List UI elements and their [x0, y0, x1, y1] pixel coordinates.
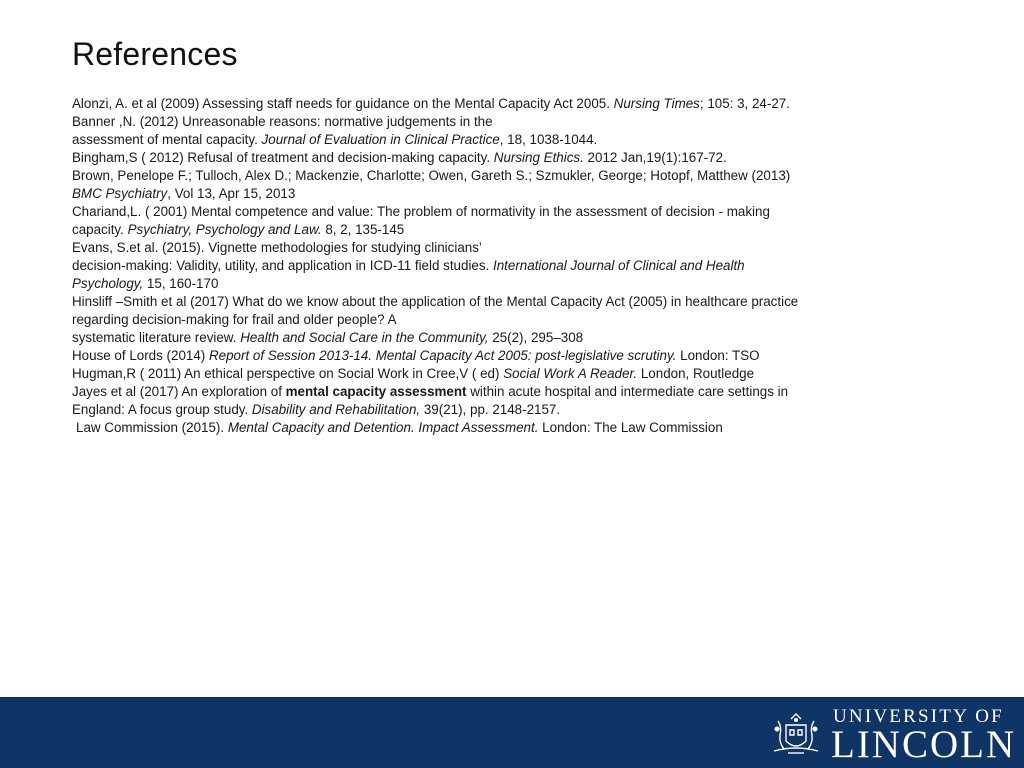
reference-line — [72, 185, 952, 203]
reference-line — [72, 149, 952, 167]
reference-bold-text: mental capacity assessment — [285, 384, 467, 399]
reference-italic-text: Disability and Rehabilitation, — [251, 402, 421, 417]
reference-item — [72, 347, 952, 365]
reference-item — [72, 419, 952, 437]
university-name-main: LINCOLN — [831, 723, 1017, 766]
reference-text: capacity. — [72, 222, 128, 237]
reference-text: London: The Law Commission — [538, 420, 723, 435]
reference-italic-text: BMC Psychiatry — [72, 186, 168, 201]
reference-text: Hugman,R ( 2011) An ethical perspective on Social Work in Cree,V ( ed) — [72, 366, 504, 381]
reference-text: 8, 2, 135-145 — [321, 222, 405, 237]
reference-text: Alonzi, A. et al (2009) Assessing staff needs for guidance on the Mental Capacity Act 2005. — [72, 96, 614, 111]
reference-text: Chariand,L. ( 2001) Mental competence and value: The problem of normativity in the assessment of decision - making — [72, 204, 770, 219]
reference-text: London: TSO — [676, 348, 760, 363]
reference-text: assessment of mental capacity. — [72, 132, 262, 147]
reference-italic-text: Social Work A Reader. — [503, 366, 638, 381]
reference-text: regarding decision-making for frail and older people? A — [72, 312, 397, 327]
reference-line — [72, 311, 952, 329]
reference-line — [72, 167, 952, 185]
reference-item — [72, 383, 952, 419]
reference-text: Banner ,N. (2012) Unreasonable reasons: normative judgements in the — [72, 114, 493, 129]
reference-text: London, Routledge — [637, 366, 755, 381]
reference-italic-text: Nursing Times — [613, 96, 700, 111]
reference-text: 39(21), pp. 2148-2157. — [420, 402, 561, 417]
reference-line — [72, 347, 952, 365]
reference-line — [72, 239, 952, 257]
reference-item — [72, 167, 952, 203]
reference-italic-text: Report of Session 2013-14. Mental Capacity Act 2005: post-legislative scrutiny. — [208, 348, 677, 363]
reference-italic-text: Nursing Ethics. — [493, 150, 584, 165]
reference-item — [72, 239, 952, 293]
reference-line — [72, 383, 952, 401]
reference-line — [72, 401, 952, 419]
reference-line — [72, 221, 952, 239]
reference-list — [72, 95, 952, 437]
reference-text: England: A focus group study. — [72, 402, 252, 417]
reference-text: systematic literature review. — [72, 330, 241, 345]
university-crest-icon — [770, 711, 822, 759]
reference-line — [72, 329, 952, 347]
reference-item — [72, 293, 952, 347]
reference-line — [72, 365, 952, 383]
reference-line — [72, 275, 952, 293]
reference-italic-text: Psychology, — [72, 276, 144, 291]
reference-italic-text: Journal of Evaluation in Clinical Practice — [261, 132, 500, 147]
reference-item — [72, 113, 952, 149]
reference-text: House of Lords (2014) — [72, 348, 209, 363]
reference-line — [72, 257, 952, 275]
reference-text: 2012 Jan,19(1):167-72. — [583, 150, 727, 165]
reference-item — [72, 149, 952, 167]
reference-italic-text: Mental Capacity and Detention. Impact Assessment. — [227, 420, 539, 435]
reference-italic-text: Health and Social Care in the Community, — [240, 330, 489, 345]
reference-text: Jayes et al (2017) An exploration of — [72, 384, 286, 399]
university-name-top: UNIVERSITY OF — [833, 706, 1004, 727]
reference-item — [72, 365, 952, 383]
reference-text: 25(2), 295–308 — [488, 330, 584, 345]
reference-text: , Vol 13, Apr 15, 2013 — [167, 186, 296, 201]
reference-text: , 18, 1038-1044. — [499, 132, 598, 147]
page-title: References — [72, 36, 238, 72]
reference-italic-text: International Journal of Clinical and Health — [493, 258, 745, 273]
reference-text: within acute hospital and intermediate care settings in — [466, 384, 789, 399]
reference-line — [72, 293, 952, 311]
reference-text: Evans, S.et al. (2015). Vignette methodologies for studying clinicians’ — [72, 240, 482, 255]
reference-text: Hinsliff –Smith et al (2017) What do we know about the application of the Mental Capacity Act (2005) in healthcare practice — [72, 294, 799, 309]
reference-text: 15, 160-170 — [143, 276, 219, 291]
reference-text: Bingham,S ( 2012) Refusal of treatment and decision-making capacity. — [72, 150, 494, 165]
reference-line — [72, 203, 952, 221]
reference-text: Law Commission (2015). — [76, 420, 228, 435]
reference-item — [72, 95, 952, 113]
reference-line — [76, 419, 952, 437]
reference-text: ; 105: 3, 24-27. — [699, 96, 790, 111]
reference-text: decision-making: Validity, utility, and application in ICD-11 field studies. — [72, 258, 494, 273]
reference-line — [72, 95, 952, 113]
reference-item — [72, 203, 952, 239]
reference-text: Brown, Penelope F.; Tulloch, Alex D.; Mackenzie, Charlotte; Owen, Gareth S.; Szmukler, George; Hotopf, Matthew (2013) — [72, 168, 791, 183]
reference-line — [72, 113, 952, 131]
reference-italic-text: Psychiatry, Psychology and Law. — [127, 222, 322, 237]
reference-line — [72, 131, 952, 149]
